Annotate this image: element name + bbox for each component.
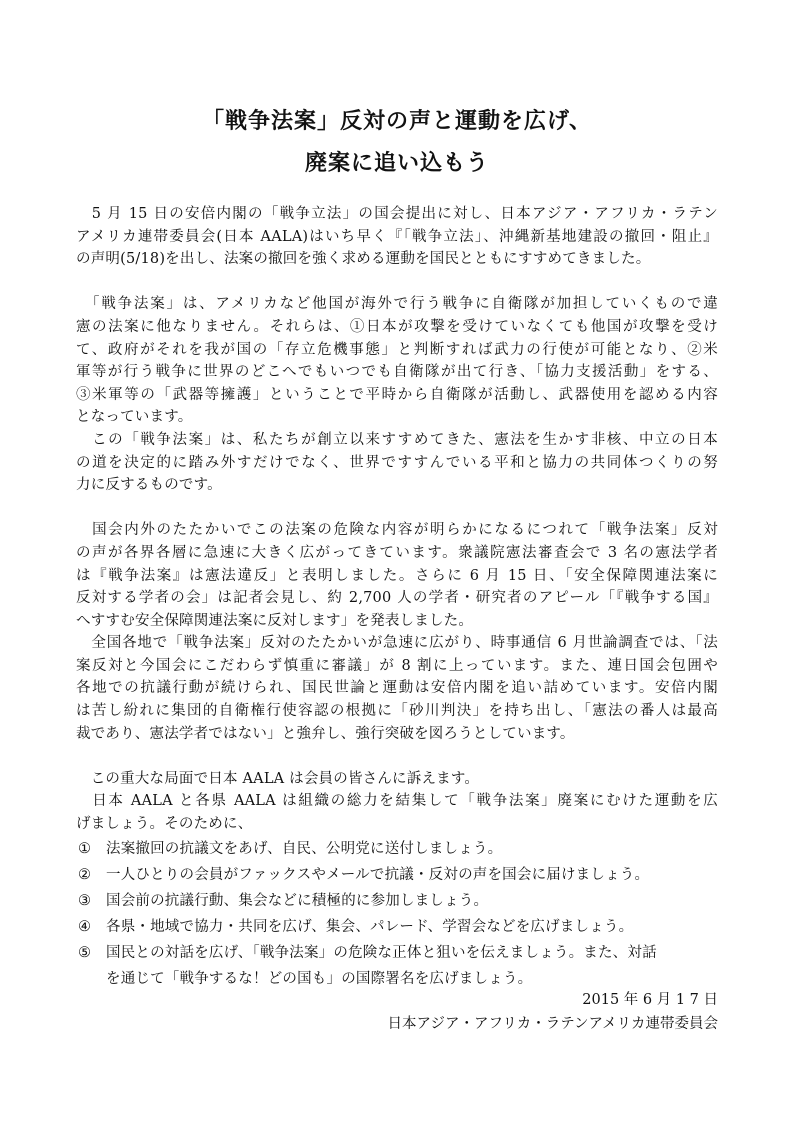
paragraph-line: 5 月 15 日の安倍内閣の「戦争立法」の国会提出に対し、日本アジア・アフリカ・ラテン xyxy=(76,206,718,222)
action-list xyxy=(76,836,718,992)
paragraph-line: となっています。 xyxy=(76,409,193,426)
paragraph-line: は苦し紛れに集団的自衛権行使容認の根拠に「砂川判決」を持ち出し、「憲法の番人は最高 xyxy=(76,703,718,720)
paragraph-line: 各地での抗議行動が続けられ、国民世論と運動は安倍内閣を追い詰めています。安倍内閣 xyxy=(76,680,718,697)
list-item xyxy=(76,862,718,888)
list-item xyxy=(76,914,718,940)
list-item-text: 国民との対話を広げ、「戦争法案」の危険な正体と狙いを伝えましょう。また、対話 xyxy=(106,944,657,961)
paragraph-line: ③米軍等の「武器等擁護」ということで平時から自衛隊が活動し、武器使用を認める内容 xyxy=(76,386,718,403)
list-number: ⑤ xyxy=(78,944,92,961)
paragraph-4 xyxy=(76,519,718,632)
paragraph-line: へすすむ安全保障関連法案に反対します」を発表しました。 xyxy=(76,612,474,629)
list-item-text: を通じて「戦争するな！どの国も」の国際署名を広げましょう。 xyxy=(106,970,533,987)
list-item xyxy=(76,940,718,966)
list-item-text: 国会前の抗議行動、集会などに積極的に参加しましょう。 xyxy=(106,892,489,909)
list-item-text: 一人ひとりの会員がファックスやメールで抗議・反対の声を国会に届けましょう。 xyxy=(106,866,650,883)
paragraph-line: 軍等が行う戦争に世界のどこへでもいつでも自衛隊が出て行き、「協力支援活動」をする、 xyxy=(76,364,718,381)
list-number: ③ xyxy=(78,892,92,909)
paragraph-line: 日本 AALA と各県 AALA は組織の総力を結集して「戦争法案」廃案にむけた運動を広 xyxy=(76,793,718,810)
paragraph-line: この重大な局面で日本 AALA は会員の皆さんに訴えます。 xyxy=(76,770,480,787)
document-body xyxy=(76,203,718,992)
list-item xyxy=(76,836,718,862)
list-number: ② xyxy=(78,866,92,883)
list-item-text: 法案撤回の抗議文をあげ、自民、公明党に送付しましょう。 xyxy=(106,840,503,857)
document-title-line-2: 廃案に追い込もう xyxy=(304,151,489,176)
document-title-line-1: 「戦争法案」反対の声と運動を広げ、 xyxy=(201,109,593,134)
paragraph-line: 案反対と今国会にこだわらず慎重に審議」が 8 割に上っています。また、連日国会包囲や xyxy=(76,657,718,674)
list-item-text: 各県・地域で協力・共同を広げ、集会、パレード、学習会などを広げましょう。 xyxy=(106,918,634,935)
paragraph-line: 憲の法案に他なりません。それらは、①日本が攻撃を受けていなくても他国が攻撃を受け xyxy=(76,318,718,335)
list-number: ④ xyxy=(78,918,92,935)
paragraph-line: 裁であり、憲法学者ではない」と強弁し、強行突破を図ろうとしています。 xyxy=(76,725,575,742)
paragraph-line: は『戦争法案』は憲法違反」と表明しました。さらに 6 月 15 日、「安全保障関連法案に xyxy=(76,567,718,584)
paragraph-line: げましょう。そのために、 xyxy=(76,816,253,833)
paragraph-1 xyxy=(76,203,718,271)
paragraph-line: の声が各界各層に急速に大きく広がってきています。衆議院憲法審査会で 3 名の憲法学者 xyxy=(76,544,718,561)
paragraph-7 xyxy=(76,790,718,835)
paragraph-line: 力に反するものです。 xyxy=(76,477,222,494)
paragraph-line: アメリカ連帯委員会(日本 AALA)はいち早く『「戦争立法」、沖縄新基地建設の撤回・阻止』 xyxy=(76,228,718,245)
paragraph-2 xyxy=(76,293,718,429)
paragraph-line: て、政府がそれを我が国の「存立危機事態」と判断すれば武力の行使が可能となり、②米 xyxy=(76,341,718,358)
paragraph-line: 国会内外のたたかいでこの法案の危険な内容が明らかになるにつれて「戦争法案」反対 xyxy=(76,522,718,539)
signature-date: 2015 年 6 月 1 7 日 xyxy=(582,992,718,1008)
paragraph-3 xyxy=(76,429,718,497)
paragraph-line: の声明(5/18)を出し、法案の撤回を強く求める運動を国民とともにすすめてきました。 xyxy=(76,251,651,268)
list-number: ① xyxy=(78,840,92,857)
paragraph-line: この「戦争法案」は、私たちが創立以来すすめてきた、憲法を生かす非核、中立の日本 xyxy=(76,431,718,448)
paragraph-line: の道を決定的に踏み外すだけでなく、世界ですすんでいる平和と協力の共同体つくりの努 xyxy=(76,454,718,471)
paragraph-line: 「戦争法案」は、アメリカなど他国が海外で行う戦争に自衛隊が加担していくもので違 xyxy=(76,296,718,313)
paragraph-line: 全国各地で「戦争法案」反対のたたかいが急速に広がり、時事通信 6 月世論調査では、「法 xyxy=(76,635,718,652)
paragraph-line: 反対する学者の会」は記者会見し、約 2,700 人の学者・研究者のアピール「『戦争する国』 xyxy=(76,590,718,607)
paragraph-6 xyxy=(76,768,718,791)
list-item xyxy=(76,888,718,914)
paragraph-5 xyxy=(76,632,718,745)
signature-organization: 日本アジア・アフリカ・ラテンアメリカ連帯委員会 xyxy=(387,1016,718,1032)
